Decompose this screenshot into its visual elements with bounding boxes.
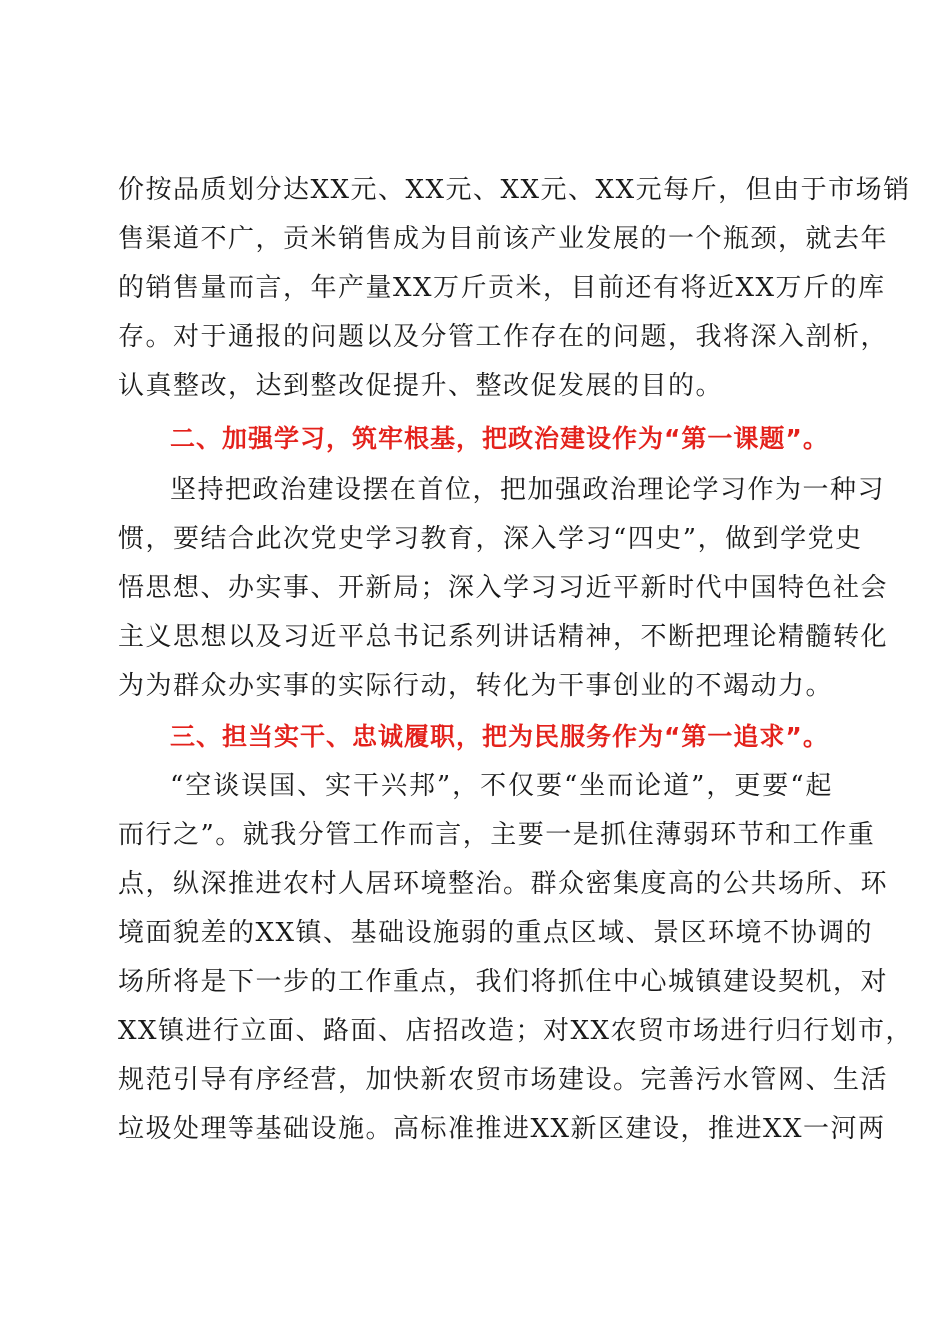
section-heading-3: 三、担当实干、忠诚履职，把为民服务作为“第一追求”。 [170,722,829,751]
paragraph-line: 境面貌差的XX镇、基础设施弱的重点区域、景区环境不协调的 [118,918,874,948]
paragraph-line: 悟思想、办实事、开新局；深入学习习近平新时代中国特色社会 [118,573,889,603]
paragraph-line: 为为群众办实事的实际行动，转化为干事创业的不竭动力。 [118,671,834,701]
paragraph-line: 存。对于通报的问题以及分管工作存在的问题，我将深入剖析， [118,322,889,352]
paragraph-line: 价按品质划分达XX元、XX元、XX元、XX元每斤，但由于市场销 [118,175,911,205]
paragraph-line: 主义思想以及习近平总书记系列讲话精神，不断把理论精髓转化 [118,622,889,652]
paragraph-3 [118,762,914,1154]
paragraph-line: 的销售量而言，年产量XX万斤贡米，目前还有将近XX万斤的库 [118,273,886,303]
paragraph-line: 而行之”。就我分管工作而言，主要一是抓住薄弱环节和工作重 [118,820,876,850]
paragraph-line: 垃圾处理等基础设施。高标准推进XX新区建设，推进XX一河两 [118,1114,886,1144]
paragraph-line: 点，纵深推进农村人居环境整治。群众密集度高的公共场所、环 [118,869,889,899]
paragraph-line: 售渠道不广，贡米销售成为目前该产业发展的一个瓶颈，就去年 [118,224,889,254]
paragraph-line: 惯，要结合此次党史学习教育，深入学习“四史”，做到学党史 [118,524,863,554]
paragraph-line: 认真整改，达到整改促提升、整改促发展的目的。 [118,371,724,401]
paragraph-2 [118,466,889,711]
section-heading-2: 二、加强学习，筑牢根基，把政治建设作为“第一课题”。 [170,424,829,453]
paragraph-1 [118,166,911,411]
paragraph-line: “空谈误国、实干兴邦”，不仅要“坐而论道”，更要“起 [170,771,833,801]
paragraph-line: XX镇进行立面、路面、店招改造；对XX农贸市场进行归行划市， [118,1016,914,1046]
paragraph-line: 场所将是下一步的工作重点，我们将抓住中心城镇建设契机，对 [118,967,889,997]
paragraph-line: 规范引导有序经营，加快新农贸市场建设。完善污水管网、生活 [118,1065,889,1095]
paragraph-line: 坚持把政治建设摆在首位，把加强政治理论学习作为一种习 [170,475,886,505]
